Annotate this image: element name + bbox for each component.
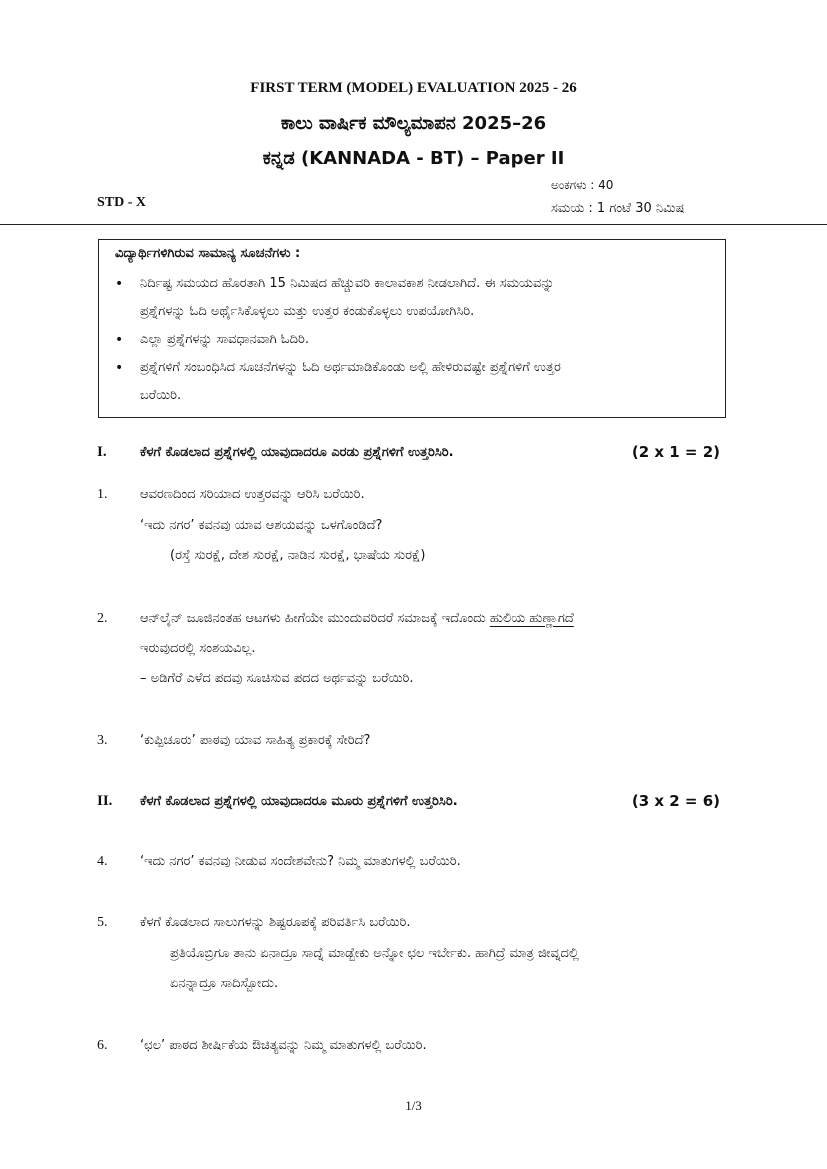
section-marks: (3 x 2 = 6) [631,792,720,810]
instruction-item-1-line1: ನಿರ್ದಿಷ್ಟ ಸಮಯದ ಹೊರತಾಗಿ 15 ನಿಮಿಷದ ಹೆಚ್ಚುವರಿ ಕಾಲಾವಕಾಶ ನೀಡಲಾಗಿದೆ. ಈ ಸಮಯವನ್ನು [140,276,555,291]
instruction-item-3-line2: ಬರೆಯಿರಿ. [140,388,182,403]
question-text: ‘ಕುಪ್ಪಿಚೂರು’ ಪಾಠವು ಯಾವ ಸಾಹಿತ್ಯ ಪ್ರಕಾರಕ್ಕೆ ಸೇರಿದೆ? [140,733,371,748]
question-passage: ಪ್ರತಿಯೊಬ್ರಿಗೂ ತಾನು ಏನಾದ್ರೂ ಸಾದ್ನೆ ಮಾಡ್ಬೇಕು ಅನ್ನೋ ಛಲ ಇರ್ಬೇಕು. ಹಾಗಿದ್ರೆ ಮಾತ್ರ ಜೀವ್ನದಲ್ಲಿ [170,946,579,961]
question-number: 3. [97,733,108,748]
question-number: 4. [97,854,108,869]
bullet-icon: • [115,360,124,376]
underlined-phrase: ಹುಲಿಯ ಹುಣ್ಣಾಗದೆ [489,611,574,626]
section-number: II. [97,793,113,809]
question-options: (ರಸ್ತೆ ಸುರಕ್ಷೆ, ದೇಶ ಸುರಕ್ಷೆ, ನಾಡಿನ ಸುರಕ್ಷೆ, ಭಾಷೆಯ ಸುರಕ್ಷೆ) [170,548,426,563]
question-text-part: ಆನ್‌ಲೈನ್ ಜೂಜಿನಂತಹ ಆಟಗಳು ಹೀಗೆಯೇ ಮುಂದುವರಿದರೆ ಸಮಾಜಕ್ಕೆ ಇದೊಂದು [140,611,490,626]
subject-title: ಕನ್ನಡ (KANNADA - BT) – Paper II [262,148,565,169]
instructions-box [98,239,726,418]
question-text [140,611,574,626]
question-text: ‘ಇದು ನಗರ’ ಕವನವು ನೀಡುವ ಸಂದೇಶವೇನು? ನಿಮ್ಮ ಮಾತುಗಳಲ್ಲಿ ಬರೆಯಿರಿ. [140,854,461,869]
section-number: I. [97,444,107,460]
question-number: 2. [97,611,108,626]
question-number: 6. [97,1038,108,1053]
exam-title-english: FIRST TERM (MODEL) EVALUATION 2025 - 26 [250,80,577,96]
page-number: 1/3 [405,1098,422,1113]
instructions-title: ವಿದ್ಯಾರ್ಥಿಗಳಿಗಿರುವ ಸಾಮಾನ್ಯ ಸೂಚನೆಗಳು : [115,246,301,261]
section-marks: (2 x 1 = 2) [631,443,720,461]
section-heading: ಕೆಳಗೆ ಕೊಡಲಾದ ಪ್ರಶ್ನೆಗಳಲ್ಲಿ ಯಾವುದಾದರೂ ಮೂರು ಪ್ರಶ್ನೆಗಳಿಗೆ ಉತ್ತರಿಸಿರಿ. [140,794,458,809]
exam-title-kannada: ಕಾಲು ವಾರ್ಷಿಕ ಮೌಲ್ಯಮಾಪನ 2025–26 [280,113,547,134]
total-marks: ಅಂಕಗಳು : 40 [551,178,614,192]
header-divider [0,224,827,225]
question-text: ಕೆಳಗೆ ಕೊಡಲಾದ ಸಾಲುಗಳನ್ನು ಶಿಷ್ಟರೂಪಕ್ಕೆ ಪರಿವರ್ತಿಸಿ ಬರೆಯಿರಿ. [140,915,411,930]
bullet-icon: • [115,276,124,292]
question-text: ಇರುವುದರಲ್ಲಿ ಸಂಶಯವಿಲ್ಲ. [140,641,256,656]
question-number: 1. [97,487,108,502]
section-heading: ಕೆಳಗೆ ಕೊಡಲಾದ ಪ್ರಶ್ನೆಗಳಲ್ಲಿ ಯಾವುದಾದರೂ ಎರಡು ಪ್ರಶ್ನೆಗಳಿಗೆ ಉತ್ತರಿಸಿರಿ. [140,445,454,460]
instruction-item-1-line2: ಪ್ರಶ್ನೆಗಳನ್ನು ಓದಿ ಅರ್ಥೈಸಿಕೊಳ್ಳಲು ಮತ್ತು ಉತ್ತರ ಕಂಡುಕೊಳ್ಳಲು ಉಪಯೋಗಿಸಿರಿ. [140,304,475,319]
question-passage: ಏನನ್ನಾದ್ರೂ ಸಾದಿಸ್ಬೋದು. [170,976,279,991]
standard-label: STD - X [97,195,147,210]
question-text: ‘ಛಲ’ ಪಾಠದ ಶೀರ್ಷಿಕೆಯ ಔಚಿತ್ಯವನ್ನು ನಿಮ್ಮ ಮಾತುಗಳಲ್ಲಿ ಬರೆಯಿರಿ. [140,1038,427,1053]
question-number: 5. [97,915,108,930]
instruction-item-3-line1: ಪ್ರಶ್ನೆಗಳಿಗೆ ಸಂಬಂಧಿಸಿದ ಸೂಚನೆಗಳನ್ನು ಓದಿ ಅರ್ಥಮಾಡಿಕೊಂಡು ಅಲ್ಲಿ ಹೇಳಿರುವಷ್ಟೇ ಪ್ರಶ್ನೆಗಳಿಗೆ ಉತ್ತರ [140,360,561,375]
question-text: – ಅಡಿಗೆರೆ ಎಳೆದ ಪದವು ಸೂಚಿಸುವ ಪದದ ಅರ್ಥವನ್ನು ಬರೆಯಿರಿ. [140,671,414,686]
bullet-icon: • [115,332,124,348]
instruction-item-2: ಎಲ್ಲಾ ಪ್ರಶ್ನೆಗಳನ್ನು ಸಾವಧಾನವಾಗಿ ಓದಿರಿ. [140,332,310,347]
question-text: ಆವರಣದಿಂದ ಸರಿಯಾದ ಉತ್ತರವನ್ನು ಆರಿಸಿ ಬರೆಯಿರಿ. [140,487,365,502]
question-text: ‘ಇದು ನಗರ’ ಕವನವು ಯಾವ ಆಶಯವನ್ನು ಒಳಗೊಂಡಿದೆ? [140,518,383,533]
time-allowed: ಸಮಯ : 1 ಗಂಟೆ 30 ನಿಮಿಷ [551,201,685,216]
